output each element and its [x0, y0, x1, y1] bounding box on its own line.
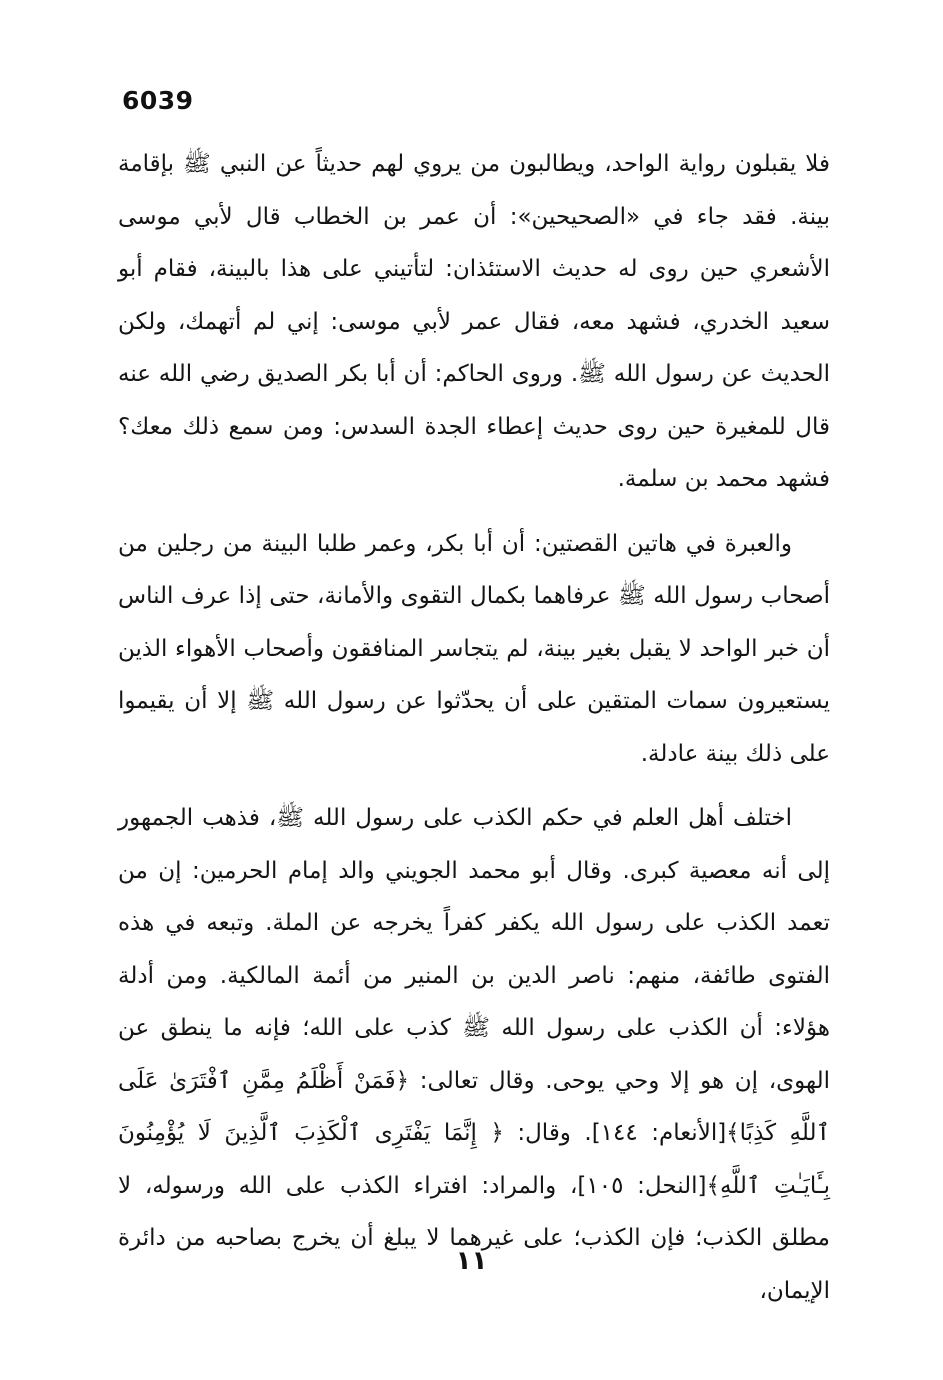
- page-id: 6039: [122, 86, 194, 115]
- paragraph-hadith-evidence: فلا يقبلون رواية الواحد، ويطالبون من يروي لهم حديثاً عن النبي ﷺ بإقامة بينة. فقد جاء في «الصحيحين»: أن عمر بن الخطاب قال لأبي موسى الأشعري حين روى له حديث الاستئذان: لتأتيني على هذا بالبينة، فقام أبو سعيد الخدري، فشهد معه، فقال عمر لأبي موسى: إني لم أتهمك، ولكن الحديث عن رسول الله ﷺ. وروى الحاكم: أن أبا بكر الصديق رضي الله عنه قال للمغيرة حين روى حديث إعطاء الجدة السدس: ومن سمع ذلك معك؟ فشهد محمد بن سلمة.: [118, 151, 830, 492]
- body-text: [118, 138, 830, 1329]
- page-number: ١١: [455, 1246, 488, 1276]
- paragraph-ruling: اختلف أهل العلم في حكم الكذب على رسول الله ﷺ، فذهب الجمهور إلى أنه معصية كبرى. وقال أبو محمد الجويني والد إمام الحرمين: إن من تعمد الكذب على رسول الله يكفر كفراً يخرجه عن الملة. وتبعه في هذه الفتوى طائفة، منهم: ناصر الدين بن المنير من أئمة المالكية. ومن أدلة هؤلاء: أن الكذب على رسول الله ﷺ كذب على الله؛ فإنه ما ينطق عن الهوى، إن هو إلا وحي يوحى. وقال تعالى: ﴿فَمَنْ أَظْلَمُ مِمَّنِ ٱفْتَرَىٰ عَلَى ٱللَّهِ كَذِبًا﴾[الأنعام: ١٤٤]. وقال: ﴿ إِنَّمَا يَفْتَرِى ٱلْكَذِبَ ٱلَّذِينَ لَا يُؤْمِنُونَ بِـَٔايَـٰتِ ٱللَّهِ﴾[النحل: ١٠٥]، والمراد: افتراء الكذب على الله ورسوله، لا مطلق الكذب؛ فإن الكذب؛ على غيرهما لا يبلغ أن يخرج بصاحبه من دائرة الإيمان،: [118, 805, 830, 1304]
- paragraph-lesson: والعبرة في هاتين القصتين: أن أبا بكر، وعمر طلبا البينة من رجلين من أصحاب رسول الله ﷺ عرفاهما بكمال التقوى والأمانة، حتى إذا عرف الناس أن خبر الواحد لا يقبل بغير بينة، لم يتجاسر المنافقون وأصحاب الأهواء الذين يستعيرون سمات المتقين على أن يحدّثوا عن رسول الله ﷺ إلا أن يقيموا على ذلك بينة عادلة.: [118, 530, 830, 767]
